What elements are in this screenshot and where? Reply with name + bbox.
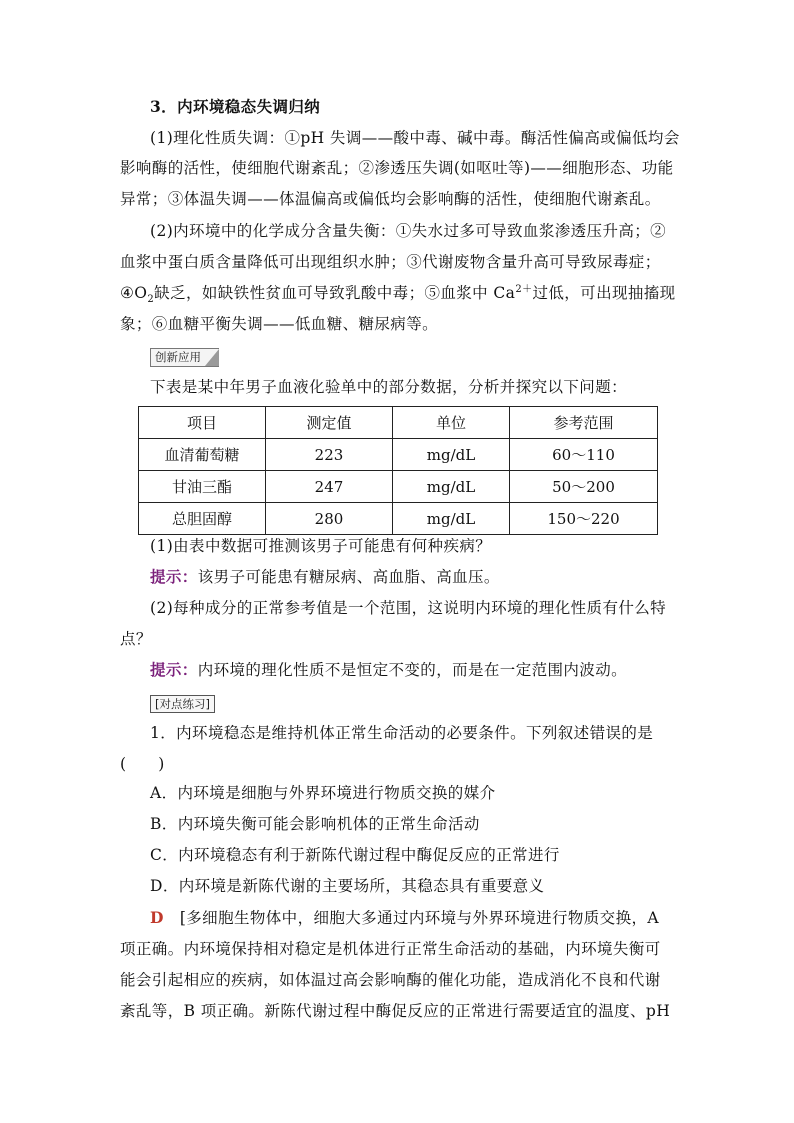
- answer-letter: D: [150, 908, 164, 927]
- table-intro: 下表是某中年男子血液化验单中的部分数据，分析并探究以下问题：: [150, 378, 628, 396]
- cell-value: 223: [266, 439, 393, 471]
- mcq-stem-line-1: 1．内环境稳态是维持机体正常生命活动的必要条件。下列叙述错误的是: [150, 724, 654, 742]
- col-header-unit: 单位: [393, 407, 510, 439]
- explanation-line-1: D [多细胞生物体中，细胞大多通过内环境与外界环境进行物质交换，A: [150, 908, 659, 927]
- cell-unit: mg/dL: [393, 439, 510, 471]
- paragraph-2-line-2: 血浆中蛋白质含量降低可出现组织水肿；③代谢废物含量升高可导致尿毒症；: [120, 253, 661, 271]
- section-heading: 3．内环境稳态失调归纳: [150, 97, 321, 116]
- paragraph-2-line-1: (2)内环境中的化学成分含量失衡：①失水过多可导致血浆渗透压升高；②: [150, 222, 667, 240]
- paragraph-2-line-4: 象；⑥血糖平衡失调——低血糖、糖尿病等。: [120, 315, 439, 333]
- paragraph-1-line-2: 影响酶的活性，使细胞代谢紊乱；②渗透压失调(如呕吐等)——细胞形态、功能: [120, 159, 674, 177]
- col-header-value: 测定值: [266, 407, 393, 439]
- explanation-line-3: 能会引起相应的疾病，如体温过高会影响酶的催化功能，造成消化不良和代谢: [120, 971, 661, 989]
- blood-test-table: [138, 406, 658, 535]
- cell-item: 总胆固醇: [139, 503, 266, 535]
- answer-1: 提示：该男子可能患有糖尿病、高血脂、高血压。: [150, 567, 500, 586]
- explanation-line-4: 紊乱等，B 项正确。新陈代谢过程中酶促反应的正常进行需要适宜的温度、pH: [120, 1002, 671, 1020]
- cell-reference: 50～200: [510, 471, 658, 503]
- option-b: B．内环境失衡可能会影响机体的正常生命活动: [150, 815, 480, 833]
- question-2-line-2: 点？: [120, 630, 152, 648]
- paragraph-1-line-1: (1)理化性质失调：①pH 失调——酸中毒、碱中毒。酶活性偏高或偏低均会: [150, 129, 680, 147]
- hint-label: 提示：: [150, 660, 198, 679]
- option-d: D．内环境是新陈代谢的主要场所，其稳态具有重要意义: [150, 877, 545, 895]
- cell-item: 血清葡萄糖: [139, 439, 266, 471]
- tag-corner-icon: [205, 349, 219, 366]
- col-header-reference: 参考范围: [510, 407, 658, 439]
- table-row: [139, 503, 658, 535]
- cell-value: 280: [266, 503, 393, 535]
- col-header-item: 项目: [139, 407, 266, 439]
- option-a: A．内环境是细胞与外界环境进行物质交换的媒介: [150, 784, 496, 802]
- table-row: [139, 439, 658, 471]
- practice-tag: [对点练习]: [150, 695, 215, 713]
- paragraph-1-line-3: 异常；③体温失调——体温偏高或偏低均会影响酶的活性，使细胞代谢紊乱。: [120, 190, 661, 208]
- option-c: C．内环境稳态有利于新陈代谢过程中酶促反应的正常进行: [150, 846, 560, 864]
- cell-value: 247: [266, 471, 393, 503]
- innovation-tag: 创新应用: [150, 348, 219, 367]
- table-header-row: [139, 407, 658, 439]
- paragraph-2-line-3: $④O_2$缺乏，如缺铁性贫血可导致乳酸中毒；⑤血浆中 $Ca^{2+}$过低，可出现抽搐现: [120, 283, 676, 306]
- mcq-stem-line-2: ( ): [120, 755, 165, 773]
- hint-label: 提示：: [150, 567, 198, 586]
- cell-unit: mg/dL: [393, 471, 510, 503]
- cell-item: 甘油三酯: [139, 471, 266, 503]
- cell-unit: mg/dL: [393, 503, 510, 535]
- explanation-line-2: 项正确。内环境保持相对稳定是机体进行正常生命活动的基础，内环境失衡可: [120, 940, 661, 958]
- question-2-line-1: (2)每种成分的正常参考值是一个范围，这说明内环境的理化性质有什么特: [150, 599, 667, 617]
- question-1: (1)由表中数据可推测该男子可能患有何种疾病？: [150, 537, 492, 555]
- cell-reference: 150～220: [510, 503, 658, 535]
- cell-reference: 60～110: [510, 439, 658, 471]
- answer-2: 提示：内环境的理化性质不是恒定不变的，而是在一定范围内波动。: [150, 660, 628, 679]
- table-row: [139, 471, 658, 503]
